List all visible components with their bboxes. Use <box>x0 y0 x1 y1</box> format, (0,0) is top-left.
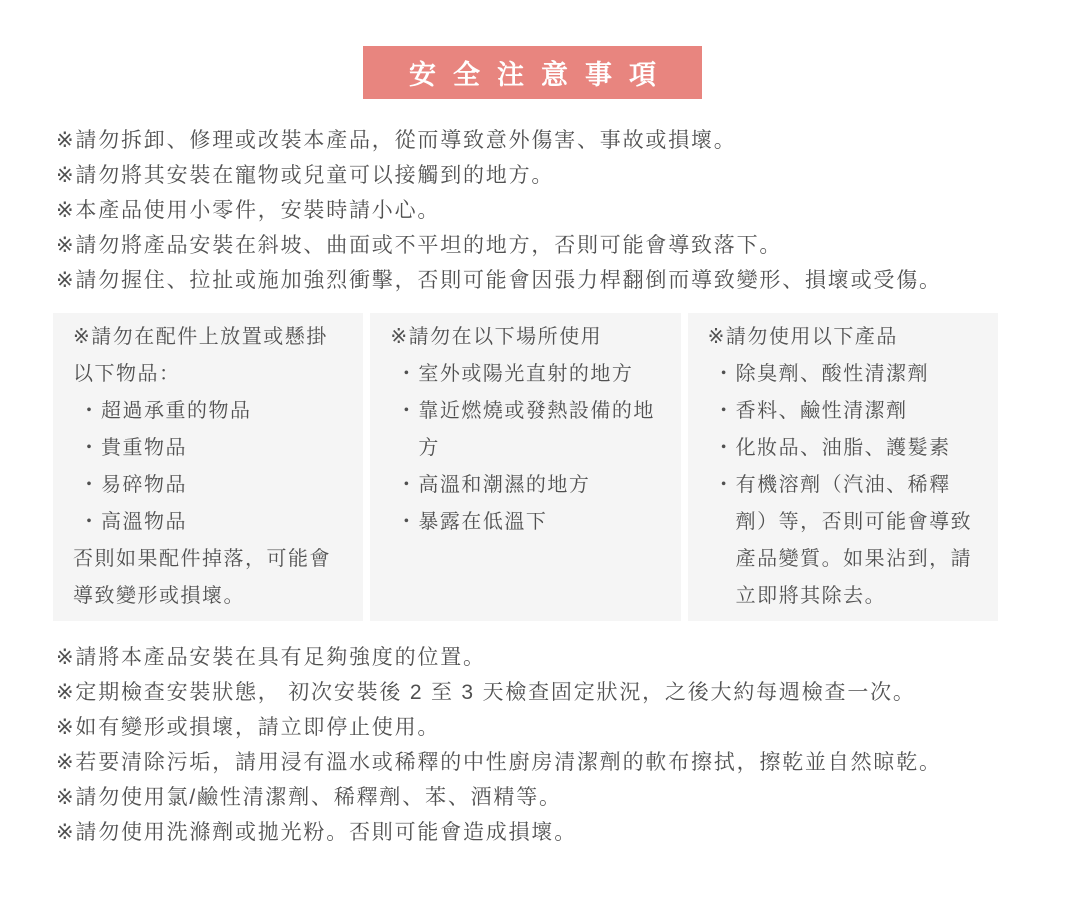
bullet-item <box>73 467 343 504</box>
bullet-dot-icon: ・ <box>79 400 101 422</box>
note-line: ※請勿拆卸、修理或改裝本產品，從而導致意外傷害、事故或損壞。 <box>56 129 737 152</box>
note-line: ※請將本產品安裝在具有足夠強度的位置。 <box>56 646 486 669</box>
bullet-text: 超過承重的物品 <box>101 400 252 422</box>
bullet-text: 易碎物品 <box>101 474 187 496</box>
note-line: ※請勿使用洗滌劑或拋光粉。否則可能會造成損壞。 <box>56 821 577 844</box>
bullet-text: 高溫物品 <box>101 511 187 533</box>
warning-boxes-row <box>53 313 998 621</box>
bullet-dot-icon: ・ <box>396 474 418 496</box>
note-line: ※定期檢查安裝狀態， 初次安裝後 2 至 3 天檢查固定狀況，之後大約每週檢查一次。 <box>56 681 916 704</box>
bullet-item <box>390 467 660 504</box>
bullet-text: 除臭劑、酸性清潔劑 <box>735 363 930 385</box>
note-line: ※如有變形或損壞，請立即停止使用。 <box>56 716 441 739</box>
bullet-list <box>708 356 978 615</box>
bullet-item <box>708 356 978 393</box>
bullet-item <box>390 356 660 393</box>
note-line: ※本產品使用小零件，安裝時請小心。 <box>56 199 441 222</box>
page-title: 安全注意事項 <box>409 60 673 90</box>
warning-box-prohibited-locations <box>370 313 680 621</box>
bullet-item <box>708 467 978 615</box>
bullet-text: 室外或陽光直射的地方 <box>418 363 634 385</box>
bottom-notes-list <box>56 640 1025 850</box>
note-line: ※若要清除污垢，請用浸有溫水或稀釋的中性廚房清潔劑的軟布擦拭，擦乾並自然晾乾。 <box>56 751 942 774</box>
note-line: ※請勿將其安裝在寵物或兒童可以接觸到的地方。 <box>56 164 555 187</box>
box-footer-note: 否則如果配件掉落，可能會導致變形或損壞。 <box>73 548 331 607</box>
bullet-item <box>73 430 343 467</box>
bullet-dot-icon: ・ <box>79 511 101 533</box>
note-line: ※請勿使用氯/鹼性清潔劑、稀釋劑、苯、酒精等。 <box>56 786 562 809</box>
warning-box-prohibited-products <box>688 313 998 621</box>
bullet-text: 暴露在低溫下 <box>418 511 548 533</box>
warning-box-hanging-items <box>53 313 363 621</box>
bullet-text: 有機溶劑（汽油、稀釋劑）等，否則可能會導致產品變質。如果沾到，請立即將其除去。 <box>735 474 973 607</box>
bullet-dot-icon: ・ <box>79 437 101 459</box>
bullet-dot-icon: ・ <box>396 400 418 422</box>
bullet-dot-icon: ・ <box>396 511 418 533</box>
bullet-dot-icon: ・ <box>713 400 736 422</box>
bullet-list <box>390 356 660 541</box>
note-line: ※請勿握住、拉扯或施加強烈衝擊，否則可能會因張力桿翻倒而導致變形、損壞或受傷。 <box>56 269 942 292</box>
bullet-text: 香料、鹼性清潔劑 <box>735 400 908 422</box>
box-heading: ※請勿在以下場所使用 <box>390 326 603 348</box>
bullet-item <box>390 504 660 541</box>
bullet-dot-icon: ・ <box>79 474 101 496</box>
bullet-item <box>708 430 978 467</box>
bullet-item <box>390 393 660 467</box>
bullet-dot-icon: ・ <box>713 363 736 385</box>
bullet-list <box>73 393 343 541</box>
bullet-item <box>73 393 343 430</box>
box-heading: ※請勿在配件上放置或懸掛以下物品： <box>73 326 328 385</box>
bullet-text: 化妝品、油脂、護髮素 <box>735 437 951 459</box>
bullet-text: 高溫和潮濕的地方 <box>418 474 591 496</box>
bullet-item <box>73 504 343 541</box>
bullet-dot-icon: ・ <box>396 363 418 385</box>
bullet-item <box>708 393 978 430</box>
bullet-text: 靠近燃燒或發熱設備的地方 <box>418 400 655 459</box>
note-line: ※請勿將產品安裝在斜坡、曲面或不平坦的地方，否則可能會導致落下。 <box>56 234 783 257</box>
box-heading: ※請勿使用以下產品 <box>707 326 898 348</box>
bullet-text: 貴重物品 <box>101 437 187 459</box>
bullet-dot-icon: ・ <box>713 474 736 496</box>
title-banner <box>363 46 702 99</box>
bullet-dot-icon: ・ <box>713 437 736 459</box>
safety-instructions-page <box>0 46 1065 900</box>
top-notes-list <box>56 123 1025 298</box>
